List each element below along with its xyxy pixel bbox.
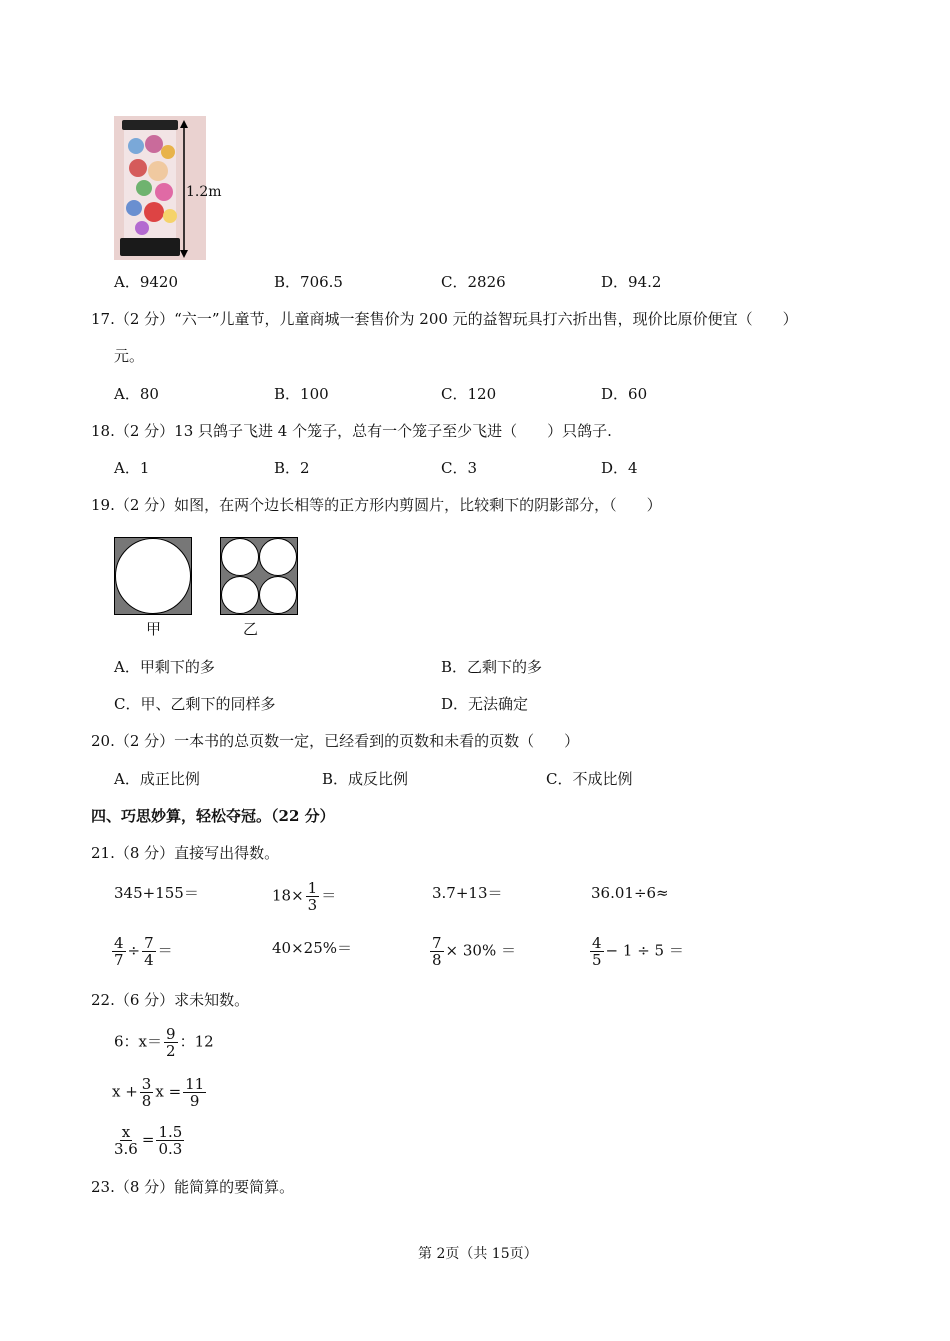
- q21-expr-6: 40×25%＝: [272, 939, 352, 957]
- q19-option-b: B．乙剩下的多: [441, 658, 543, 676]
- q19-option-a: A．甲剩下的多: [114, 658, 215, 676]
- section-heading: 四、巧思妙算，轻松夺冠。（22 分）: [91, 807, 335, 825]
- figure-label-yi: 乙: [243, 620, 259, 638]
- q16-option-b: B．706.5: [274, 273, 343, 291]
- q21-expr-5: $\frac{4}{7}$ ÷ $\frac{7}{4}$ ＝: [114, 934, 173, 969]
- q21-stem: 21.（8 分）直接写出得数。: [91, 844, 280, 862]
- q22-equation-3: $\frac{x}{3.6}$ = $\frac{1.5}{0.3}$: [114, 1123, 183, 1158]
- q18-option-c: C．3: [441, 459, 478, 477]
- q18-option-d: D．4: [601, 459, 638, 477]
- q20-option-b: B．成反比例: [322, 770, 409, 788]
- square-figure-yi: [220, 537, 298, 615]
- q20-stem: 20.（2 分）一本书的总页数一定，已经看到的页数和未看的页数（ ）: [91, 732, 580, 750]
- q20-option-c: C．不成比例: [546, 770, 633, 788]
- q22-equation-1: 6：x＝ $\frac{9}{2}$ ：12: [114, 1025, 214, 1060]
- q17-option-d: D．60: [601, 385, 648, 403]
- q17-option-c: C．120: [441, 385, 497, 403]
- q16-option-a: A．9420: [114, 273, 179, 291]
- q17-stem-line2: 元。: [114, 347, 145, 365]
- q19-option-c: C．甲、乙剩下的同样多: [114, 695, 276, 713]
- q16-option-d: D．94.2: [601, 273, 662, 291]
- q18-option-b: B．2: [274, 459, 310, 477]
- q22-stem: 22.（6 分）求未知数。: [91, 991, 250, 1009]
- q21-expr-3: 3.7+13＝: [432, 884, 503, 902]
- q21-expr-4: 36.01÷6≈: [591, 884, 669, 902]
- figure-label-jia: 甲: [146, 620, 162, 638]
- square-figure-jia: [114, 537, 192, 615]
- q18-stem: 18.（2 分）13 只鸽子飞进 4 个笼子，总有一个笼子至少飞进（ ）只鸽子.: [91, 422, 612, 440]
- q21-expr-8: $\frac{4}{5}$ − 1 ÷ 5 ＝: [592, 934, 684, 969]
- q19-stem: 19.（2 分）如图，在两个边长相等的正方形内剪圆片，比较剩下的阴影部分，（ ）: [91, 496, 662, 514]
- page-footer: 第 2页（共 15页）: [418, 1246, 538, 1262]
- q17-option-b: B．100: [274, 385, 329, 403]
- cylinder-toy-image: [114, 116, 222, 260]
- q17-stem-line1: 17.（2 分）“六一”儿童节，儿童商城一套售价为 200 元的益智玩具打六折出售，现价比原价便宜（ ）: [91, 310, 798, 328]
- q17-option-a: A．80: [114, 385, 159, 403]
- q21-expr-7: $\frac{7}{8}$ × 30% ＝: [432, 934, 516, 969]
- q18-option-a: A．1: [114, 459, 150, 477]
- height-label: 1.2m: [186, 184, 222, 200]
- q21-expr-1: 345+155＝: [114, 884, 199, 902]
- q19-option-d: D．无法确定: [441, 695, 529, 713]
- q16-option-c: C．2826: [441, 273, 506, 291]
- q20-option-a: A．成正比例: [114, 770, 200, 788]
- q21-expr-2: 18× $\frac{1}{3}$ ＝: [272, 879, 337, 914]
- q22-equation-2: x + $\frac{3}{8}$ x = $\frac{11}{9}$: [112, 1075, 205, 1110]
- q23-stem: 23.（8 分）能简算的要简算。: [91, 1178, 295, 1196]
